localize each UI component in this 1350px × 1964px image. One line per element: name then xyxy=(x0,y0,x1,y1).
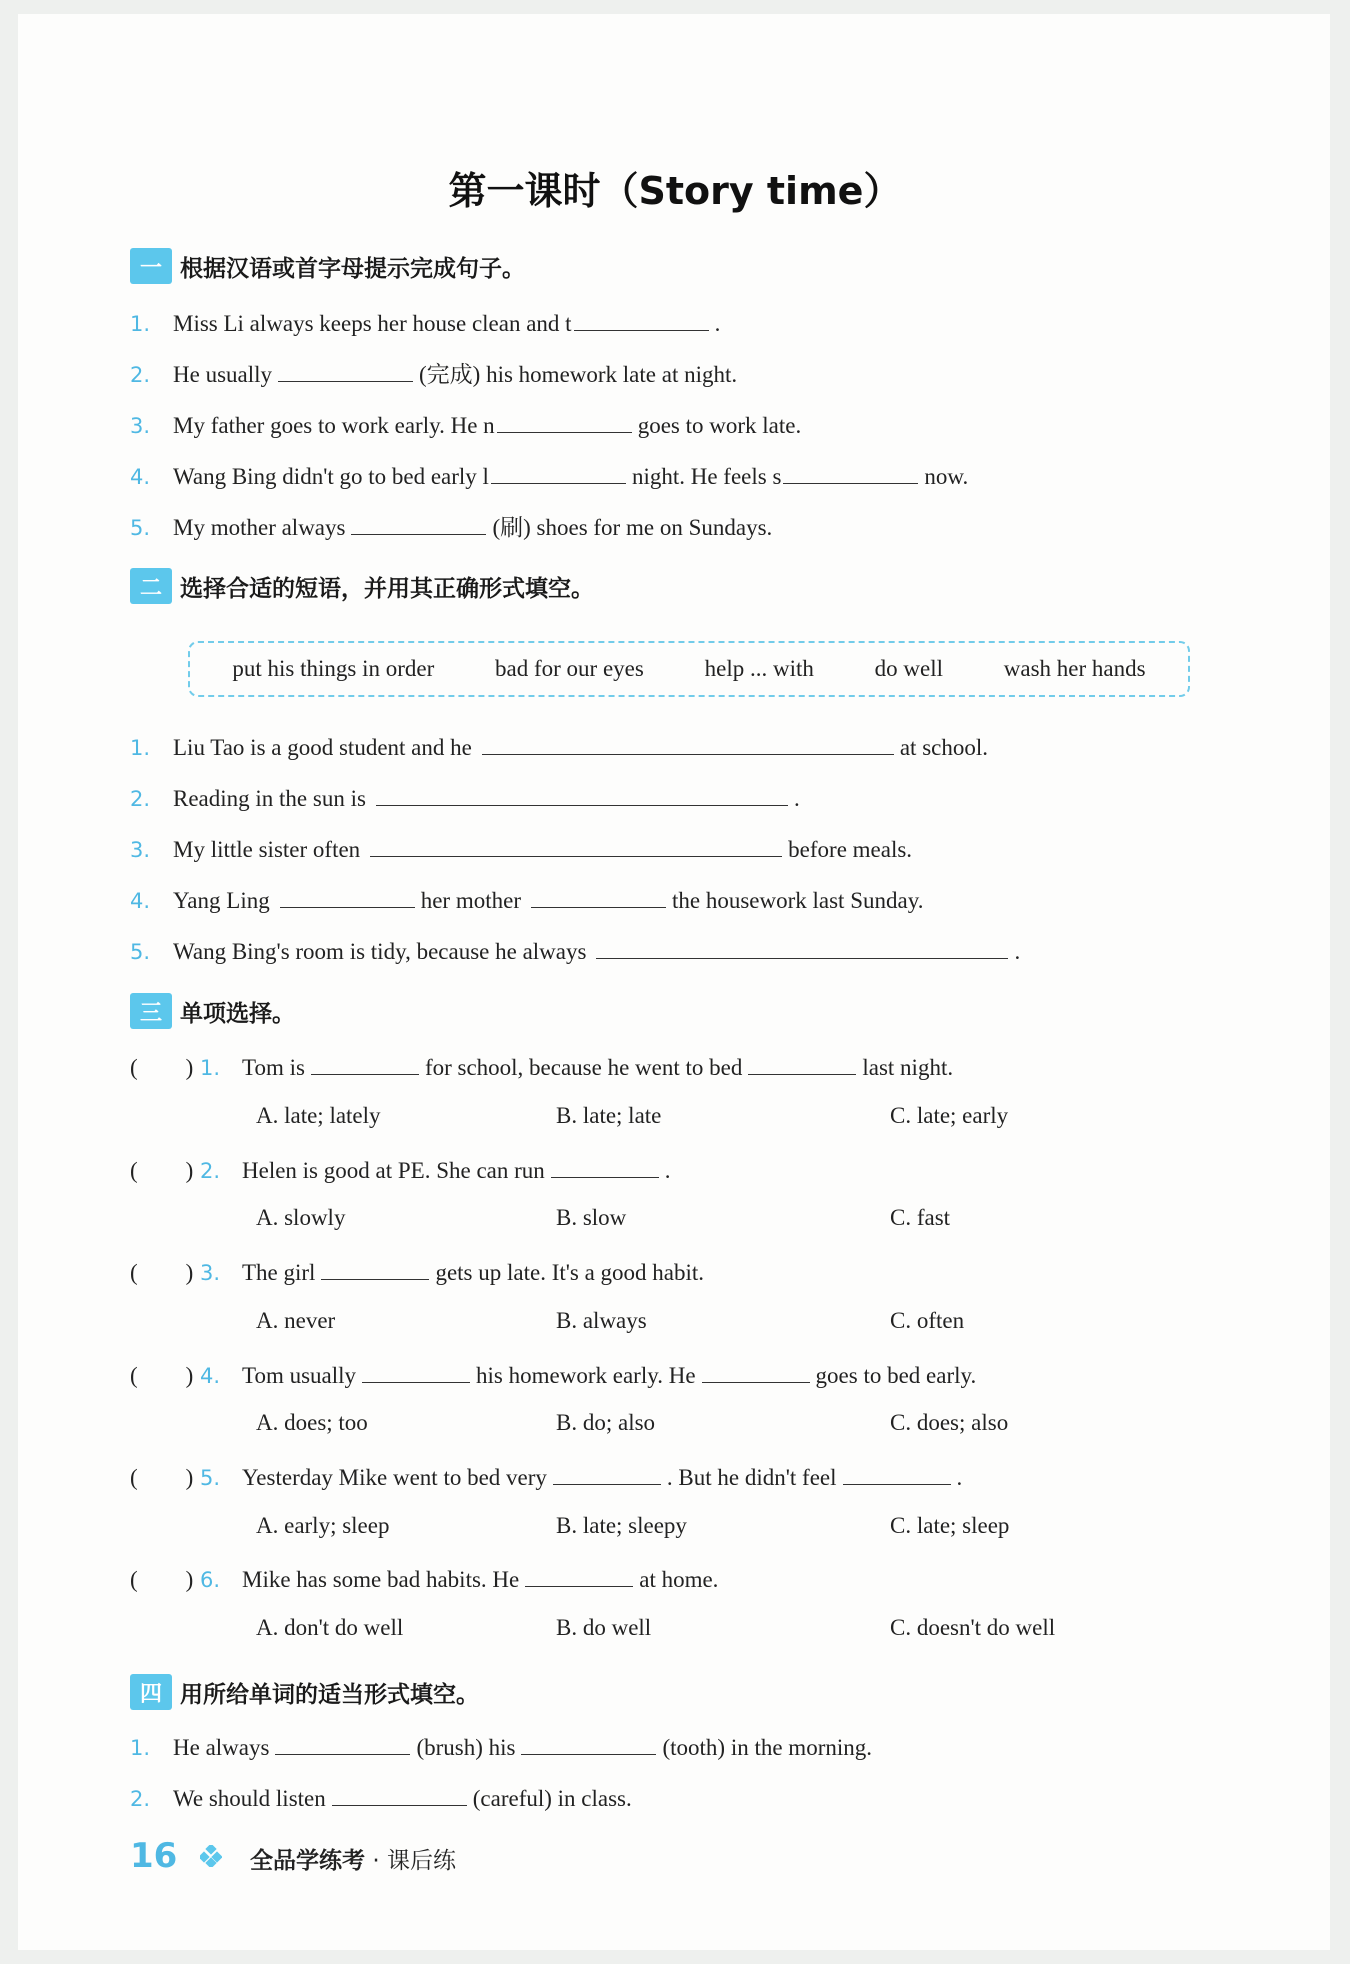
question-row xyxy=(130,783,800,814)
question-number: 4. xyxy=(200,1364,221,1388)
answer-blank[interactable] xyxy=(275,1732,410,1755)
question-row xyxy=(130,512,772,543)
question-text: at school. xyxy=(899,735,988,760)
question-text: before meals. xyxy=(788,837,913,862)
question-text: He usually xyxy=(173,362,273,387)
answer-blank[interactable] xyxy=(551,1155,659,1178)
answer-blank[interactable] xyxy=(351,512,486,535)
option-b: B. late; sleepy xyxy=(556,1513,687,1538)
question-number: 1. xyxy=(130,736,151,760)
option-a: A. never xyxy=(256,1308,336,1333)
choice-question xyxy=(130,1360,976,1391)
answer-blank[interactable] xyxy=(482,732,894,755)
option-b: B. slow xyxy=(556,1205,627,1230)
answer-blank[interactable] xyxy=(702,1360,810,1383)
question-row xyxy=(130,732,988,763)
question-text: for school, because he went to bed xyxy=(424,1055,743,1080)
question-row xyxy=(130,461,968,492)
answer-blank[interactable] xyxy=(362,1360,470,1383)
question-text: . But he didn't feel xyxy=(666,1465,837,1490)
option-b: B. late; late xyxy=(556,1103,662,1128)
question-text: Tom is xyxy=(242,1055,305,1080)
section-title: 根据汉语或首字母提示完成句子。 xyxy=(180,255,525,282)
choice-question xyxy=(130,1462,962,1493)
page-title: 第一课时（Story time） xyxy=(448,169,902,213)
question-number: 3. xyxy=(200,1261,221,1285)
question-text: goes to bed early. xyxy=(815,1363,977,1388)
question-text: (完成) his homework late at night. xyxy=(419,362,738,387)
question-text: My little sister often xyxy=(173,837,361,862)
question-text: . xyxy=(956,1465,963,1490)
answer-blank[interactable] xyxy=(525,1564,633,1587)
question-text: gets up late. It's a good habit. xyxy=(435,1260,705,1285)
option-a: A. early; sleep xyxy=(256,1513,390,1538)
answer-bracket[interactable]: ( ) xyxy=(130,1363,194,1388)
option-a: A. does; too xyxy=(256,1410,368,1435)
question-text: The girl xyxy=(242,1260,316,1285)
option-c: C. fast xyxy=(890,1205,951,1230)
question-text: He always xyxy=(173,1735,270,1760)
section-title: 用所给单词的适当形式填空。 xyxy=(180,1681,479,1708)
phrase-bank xyxy=(188,641,1190,697)
section-title: 选择合适的短语，并用其正确形式填空。 xyxy=(180,575,594,602)
answer-bracket[interactable]: ( ) xyxy=(130,1465,194,1490)
phrase-option: wash her hands xyxy=(1003,656,1146,681)
choice-question xyxy=(130,1257,704,1288)
question-number: 1. xyxy=(200,1056,221,1080)
question-row xyxy=(130,1783,632,1814)
answer-blank[interactable] xyxy=(311,1052,419,1075)
page-background xyxy=(18,14,1330,1950)
answer-bracket[interactable]: ( ) xyxy=(130,1158,194,1183)
question-text: My mother always xyxy=(173,515,346,540)
question-number: 4. xyxy=(130,889,151,913)
phrase-option: do well xyxy=(874,656,943,681)
question-number: 2. xyxy=(130,1787,151,1811)
section-number: 一 xyxy=(130,248,172,284)
question-text: at home. xyxy=(639,1567,719,1592)
section-number: 四 xyxy=(130,1674,172,1710)
choice-question xyxy=(130,1052,953,1083)
option-c: C. often xyxy=(890,1308,965,1333)
answer-blank[interactable] xyxy=(321,1257,429,1280)
option-b: B. do; also xyxy=(556,1410,656,1435)
answer-bracket[interactable]: ( ) xyxy=(130,1567,194,1592)
question-text: his homework early. He xyxy=(476,1363,696,1388)
option-b: B. always xyxy=(556,1308,647,1333)
option-c: C. doesn't do well xyxy=(890,1615,1056,1640)
section-number: 三 xyxy=(130,993,172,1029)
question-text: . xyxy=(714,311,721,336)
question-text: (tooth) in the morning. xyxy=(662,1735,872,1760)
phrase-option: put his things in order xyxy=(232,656,435,681)
brand-subtitle: 课后练 xyxy=(386,1848,456,1874)
answer-blank[interactable] xyxy=(596,936,1008,959)
answer-blank[interactable] xyxy=(531,885,666,908)
option-b: B. do well xyxy=(556,1615,652,1640)
option-c: C. late; sleep xyxy=(890,1513,1010,1538)
answer-bracket[interactable]: ( ) xyxy=(130,1055,194,1080)
answer-blank[interactable] xyxy=(332,1783,467,1806)
section-4-header xyxy=(130,1674,479,1710)
question-row xyxy=(130,936,1020,967)
section-1-header xyxy=(130,248,525,284)
question-row xyxy=(130,1732,872,1763)
diamond-icon xyxy=(200,1845,222,1867)
question-text: Miss Li always keeps her house clean and t xyxy=(173,311,572,336)
option-c: C. late; early xyxy=(890,1103,1009,1128)
question-number: 2. xyxy=(130,787,151,811)
question-text: Mike has some bad habits. He xyxy=(242,1567,520,1592)
question-text: goes to work late. xyxy=(637,413,802,438)
question-text: Wang Bing didn't go to bed early l xyxy=(173,464,489,489)
answer-blank[interactable] xyxy=(376,783,788,806)
question-text: . xyxy=(664,1158,671,1183)
question-text: the housework last Sunday. xyxy=(671,888,924,913)
answer-blank[interactable] xyxy=(748,1052,856,1075)
question-text: Yesterday Mike went to bed very xyxy=(242,1465,547,1490)
question-text: Yang Ling xyxy=(173,888,270,913)
brand-name: 全品学练考 xyxy=(250,1848,365,1874)
question-row xyxy=(130,410,801,441)
question-text: last night. xyxy=(862,1055,954,1080)
phrase-option: bad for our eyes xyxy=(495,656,644,681)
option-a: A. slowly xyxy=(256,1205,346,1230)
answer-bracket[interactable]: ( ) xyxy=(130,1260,194,1285)
section-number: 二 xyxy=(130,568,172,604)
question-text: now. xyxy=(924,464,969,489)
page-number: 16 xyxy=(130,1836,178,1876)
question-number: 5. xyxy=(130,516,151,540)
section-3-header xyxy=(130,993,295,1029)
question-number: 3. xyxy=(130,414,151,438)
footer-brand xyxy=(250,1842,456,1875)
question-text: . xyxy=(793,786,800,811)
question-text: Reading in the sun is xyxy=(173,786,366,811)
question-number: 2. xyxy=(200,1159,221,1183)
question-text: Helen is good at PE. She can run xyxy=(242,1158,545,1183)
question-text: Tom usually xyxy=(242,1363,357,1388)
section-2-header xyxy=(130,568,594,604)
question-row xyxy=(130,359,737,390)
phrase-option: help ... with xyxy=(704,656,814,681)
option-a: A. late; lately xyxy=(256,1103,381,1128)
choice-question xyxy=(130,1155,671,1186)
question-row xyxy=(130,885,923,916)
question-number: 6. xyxy=(200,1568,221,1592)
choice-question xyxy=(130,1564,718,1595)
question-row xyxy=(130,834,912,865)
question-text: night. He feels s xyxy=(631,464,782,489)
answer-blank[interactable] xyxy=(521,1732,656,1755)
answer-blank[interactable] xyxy=(491,461,626,484)
question-text: Wang Bing's room is tidy, because he always xyxy=(173,939,587,964)
question-number: 2. xyxy=(130,363,151,387)
answer-blank[interactable] xyxy=(497,410,632,433)
question-number: 5. xyxy=(130,940,151,964)
brand-separator: · xyxy=(372,1848,380,1874)
answer-blank[interactable] xyxy=(278,359,413,382)
answer-blank[interactable] xyxy=(783,461,918,484)
answer-blank[interactable] xyxy=(370,834,782,857)
question-number: 3. xyxy=(130,838,151,862)
answer-blank[interactable] xyxy=(574,308,709,331)
question-number: 4. xyxy=(130,465,151,489)
question-number: 1. xyxy=(130,312,151,336)
question-text: (brush) his xyxy=(416,1735,516,1760)
answer-blank[interactable] xyxy=(553,1462,661,1485)
question-text: . xyxy=(1014,939,1021,964)
question-text: Liu Tao is a good student and he xyxy=(173,735,472,760)
answer-blank[interactable] xyxy=(843,1462,951,1485)
question-text: (careful) in class. xyxy=(472,1786,632,1811)
question-row xyxy=(130,308,720,339)
question-number: 5. xyxy=(200,1466,221,1490)
question-text: We should listen xyxy=(173,1786,326,1811)
question-text: (刷) shoes for me on Sundays. xyxy=(492,515,773,540)
section-title: 单项选择。 xyxy=(180,1000,295,1027)
option-c: C. does; also xyxy=(890,1410,1009,1435)
question-text: My father goes to work early. He n xyxy=(173,413,495,438)
question-number: 1. xyxy=(130,1736,151,1760)
answer-blank[interactable] xyxy=(280,885,415,908)
question-text: her mother xyxy=(420,888,521,913)
option-a: A. don't do well xyxy=(256,1615,404,1640)
